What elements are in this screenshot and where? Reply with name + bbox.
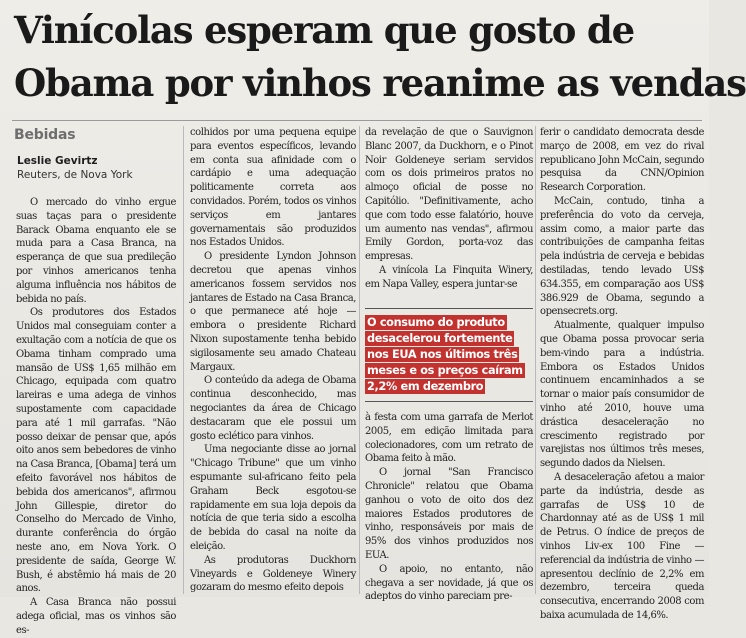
paragraph: A Casa Branca não possui adega oficial, mas os vinhos são es- — [16, 597, 176, 636]
paragraph: colhidos por uma pequena equipe para eventos específicos, levando em conta sua afinidade com o cardápio e uma adequação politicamente correta aos convidados. Porém, todos os vinhos serviços em jantares governamentais são produzidos nos Estados Unidos. — [190, 127, 356, 249]
article-column-3-bottom — [365, 411, 533, 603]
column-divider — [535, 126, 536, 594]
paragraph: O mercado do vinho ergue suas taças para o presidente Barack Obama enquanto ele se muda para a Casa Branca, na esperança de que sua predileção por vinhos americanos tenha alguma influência nos hábitos de bebida no país. — [16, 197, 176, 305]
byline-author: Leslie Gevirtz — [17, 155, 98, 167]
paragraph: McCain, contudo, tinha a preferência do voto da cerveja, assim como, a maior parte das contribuições de campanha feitas pela indústria de cerveja e bebidas destiladas, tendo levado US$ 634.355, em comparação aos US$ 386.929 de Obama, segundo a opensecrets.org. — [540, 195, 704, 318]
paragraph: As produtoras Duckhorn Vineyards e Goldeneye Winery gozaram do mesmo efeito depois — [190, 554, 356, 594]
headline-line-1: Vinícolas esperam que gosto de — [14, 8, 634, 52]
paragraph: Uma negociante disse ao jornal "Chicago Tribune" que um vinho espumante sul-africano feito pela Graham Beck esgotou-se rapidamente em sua loja depois da notícia de que teria sido a escolha de bebida do casal na noite da eleição. — [190, 444, 356, 552]
paragraph: O presidente Lyndon Johnson decretou que apenas vinhos americanos fossem servidos nos jantares de Estado na Casa Branca, o que permanece até hoje — embora o presidente Richard Nixon supostamente tenha bebido sigilosamente seu amado Chateau Margaux. — [190, 251, 356, 373]
paragraph: A desaceleração afetou a maior parte da indústria, desde as garrafas de US$ 10 de Chardonnay até as de US$ 1 mil de Petrus. O índice de preços de vinhos Liv-ex 100 Fine — referencial da indústria de vinho — apresentou declínio de 2,2% em dezembro, terceira queda consecutiva, encerrando 2008 com baixa acumulada de 14,6%. — [540, 471, 704, 621]
headline-rule — [12, 120, 702, 121]
paragraph: ferir o candidato democrata desde março de 2008, em vez do rival republicano John McCain, segundo pesquisa da CNN/Opinion Research Corporation. — [540, 127, 704, 194]
column-divider — [359, 126, 360, 594]
pull-quote-text: O consumo do produto desacelerou fortemente nos EUA nos últimos três meses e os preços caíram 2,2% em dezembro — [367, 316, 523, 393]
column-divider — [183, 126, 184, 594]
paragraph: O conteúdo da adega de Obama continua desconhecido, mas negociantes da área de Chicago destacaram que ele possui um gosto eclético para vinhos. — [190, 375, 356, 442]
pull-quote — [365, 308, 533, 402]
section-label: Bebidas — [14, 127, 76, 143]
byline-source: Reuters, de Nova York — [17, 169, 133, 181]
paragraph: da revelação de que o Sauvignon Blanc 2007, da Duckhorn, e o Pinot Noir Goldeneye seriam servidos com os dois primeiros pratos no almoço oficial de posse no Capitólio. "Definitivamente, acho que com todo esse falatório, houve um aumento nas vendas", afirmou Emily Gordon, porta-voz das empresas. — [365, 127, 533, 263]
article-column-2 — [190, 126, 356, 594]
paragraph: A vinícola La Finquita Winery, em Napa Valley, espera juntar-se — [365, 264, 533, 290]
article-column-1 — [16, 196, 176, 636]
article-column-3-top — [365, 126, 533, 300]
headline — [14, 4, 746, 110]
paragraph: Atualmente, qualquer impulso que Obama possa provocar seria bem-vindo para a indústria. Embora os Estados Unidos continuem encaminhados a se tornar o maior país consumidor de vinho até 2010, houve uma drástica desaceleração no crescimento registrado por varejistas nos últimos três meses, segundo dados da Nielsen. — [540, 320, 704, 470]
paragraph: à festa com uma garrafa de Merlot 2005, em edição limitada para colecionadores, com um retrato de Obama feito à mão. — [365, 412, 533, 465]
paragraph: Os produtores dos Estados Unidos mal conseguiam conter a exultação com a notícia de que os Obama tinham comprado uma mansão de US$ 1,65 milhão em Chicago, equipada com quatro lareiras e uma adega de vinhos supostamente com capacidade para até 1 mil garrafas. "Não posso deixar de pensar que, após oito anos sem bebedores de vinho na Casa Branca, [Obama] terá um efeito favorável nos hábitos de bebida dos americanos", afirmou John Gillespie, diretor do Conselho do Mercado de Vinho, durante conferência do órgão neste ano, em Nova York. O presidente de saída, George W. Bush, é abstêmio há mais de 20 anos. — [16, 307, 176, 595]
paragraph: O jornal "San Francisco Chronicle" relatou que Obama ganhou o voto de oito dos dez maiores Estados produtores de vinho, responsáveis por mais de 95% dos vinhos produzidos nos EUA. — [365, 467, 533, 561]
headline-line-2: Obama por vinhos reanime as vendas — [14, 61, 746, 105]
article-column-4 — [540, 126, 704, 621]
paragraph: O apoio, no entanto, não chegava a ser novidade, já que os adeptos do vinho pareciam pre- — [365, 563, 533, 603]
